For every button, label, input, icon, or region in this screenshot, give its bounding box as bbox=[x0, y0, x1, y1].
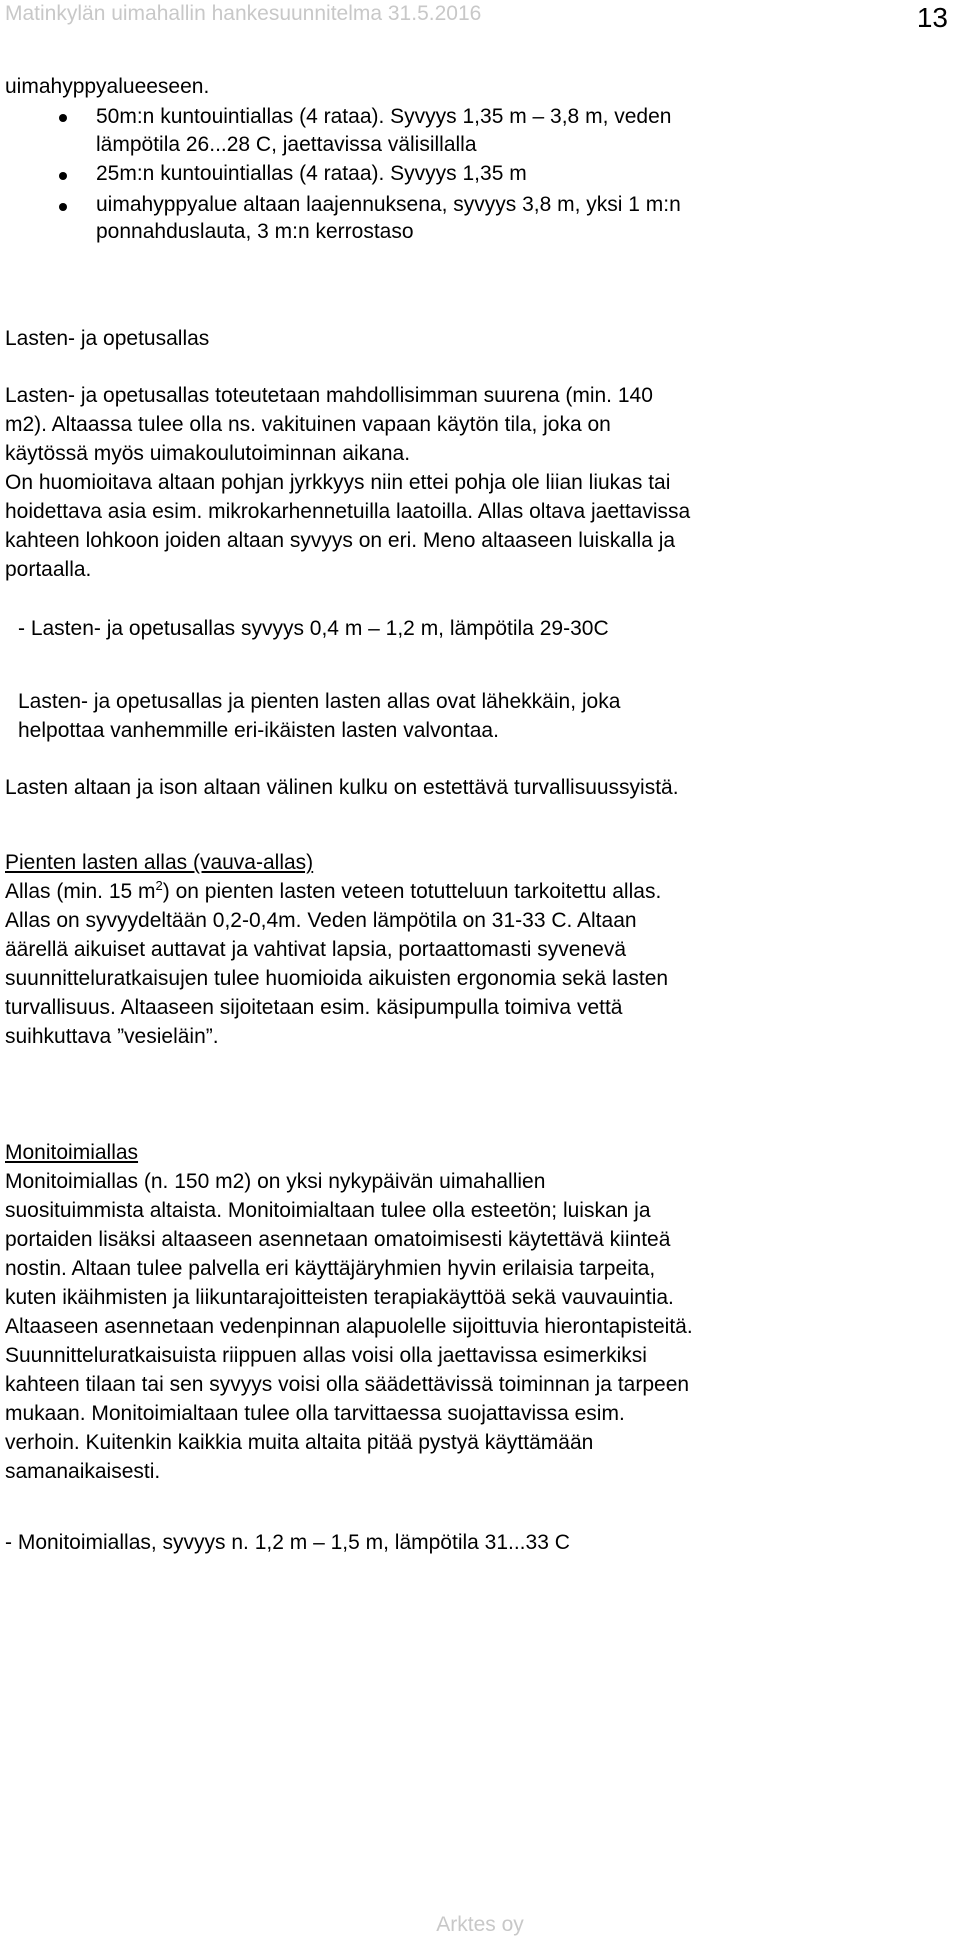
paragraph-line: hoidettava asia esim. mikrokarhennetuilla laatoilla. Allas oltava jaettavissa bbox=[5, 500, 691, 523]
paragraph-line: m2). Altaassa tulee olla ns. vakituinen vapaan käytön tila, joka on bbox=[5, 413, 611, 436]
paragraph-line: Allas on syvyydeltään 0,2-0,4m. Veden lämpötila on 31-33 C. Altaan bbox=[5, 909, 637, 932]
paragraph-line: käytössä myös uimakoulutoiminnan aikana. bbox=[5, 442, 411, 465]
paragraph-line: kuten ikäihmisten ja liikuntarajoitteisten terapiakäyttöä sekä vauvauintia. bbox=[5, 1286, 674, 1309]
paragraph-line: Lasten altaan ja ison altaan välinen kulku on estettävä turvallisuussyistä. bbox=[5, 776, 679, 799]
paragraph-line: portaiden lisäksi altaaseen asennetaan omatoimisesti käytettävä kiinteä bbox=[5, 1228, 671, 1251]
bullet-dot bbox=[59, 203, 67, 211]
page-number: 13 bbox=[916, 2, 948, 33]
bullet-text: 25m:n kuntouintiallas (4 rataa). Syvyys 1,35 m bbox=[96, 162, 527, 185]
text-run: ) on pienten lasten veteen totutteluun tarkoitettu allas. bbox=[162, 880, 662, 903]
paragraph-line: nostin. Altaan tulee palvella eri käyttäjäryhmien hyvin erilaisia tarpeita, bbox=[5, 1257, 656, 1280]
footer-text: Arktes oy bbox=[436, 1913, 524, 1936]
section-heading: Lasten- ja opetusallas bbox=[5, 327, 210, 350]
bullet-text: 50m:n kuntouintiallas (4 rataa). Syvyys 1,35 m – 3,8 m, veden bbox=[96, 105, 672, 128]
paragraph-line bbox=[5, 878, 661, 906]
paragraph-line: kahteen tilaan tai sen syvyys voisi olla säädettävissä toiminnan ja tarpeen bbox=[5, 1373, 690, 1396]
bullet-text: lämpötila 26...28 C, jaettavissa välisillalla bbox=[96, 133, 477, 156]
section-heading: Pienten lasten allas (vauva-allas) bbox=[5, 851, 314, 874]
paragraph-line: mukaan. Monitoimialtaan tulee olla tarvittaessa suojattavissa esim. bbox=[5, 1402, 625, 1425]
bullet-text: ponnahduslauta, 3 m:n kerrostaso bbox=[96, 220, 414, 243]
paragraph-line: Suunnitteluratkaisuista riippuen allas voisi olla jaettavissa esimerkiksi bbox=[5, 1344, 647, 1367]
paragraph-line: suunnitteluratkaisujen tulee huomioida aikuisten ergonomia sekä lasten bbox=[5, 967, 669, 990]
text-run: Allas (min. 15 m bbox=[5, 880, 156, 903]
bullet-dot bbox=[59, 172, 67, 180]
paragraph-line: Altaaseen asennetaan vedenpinnan alapuolelle sijoittuvia hierontapisteitä. bbox=[5, 1315, 693, 1338]
paragraph-line: suosituimmista altaista. Monitoimialtaan tulee olla esteetön; luiskan ja bbox=[5, 1199, 651, 1222]
paragraph-line: äärellä aikuiset auttavat ja vahtivat lapsia, portaattomasti syvenevä bbox=[5, 938, 627, 961]
paragraph-line: verhoin. Kuitenkin kaikkia muita altaita pitää pystyä käyttämään bbox=[5, 1431, 594, 1454]
intro-line: uimahyppyalueeseen. bbox=[5, 75, 210, 98]
paragraph-line: Lasten- ja opetusallas ja pienten lasten allas ovat lähekkäin, joka bbox=[18, 690, 621, 713]
paragraph-line: Lasten- ja opetusallas toteutetaan mahdollisimman suurena (min. 140 bbox=[5, 384, 653, 407]
spec-line: - Lasten- ja opetusallas syvyys 0,4 m – 1,2 m, lämpötila 29-30C bbox=[18, 617, 609, 640]
paragraph-line: On huomioitava altaan pohjan jyrkkyys niin ettei pohja ole liian liukas tai bbox=[5, 471, 671, 494]
section-heading: Monitoimiallas bbox=[5, 1141, 139, 1164]
paragraph-line: helpottaa vanhemmille eri-ikäisten lasten valvontaa. bbox=[18, 719, 499, 742]
paragraph-line: samanaikaisesti. bbox=[5, 1460, 161, 1483]
header-title: Matinkylän uimahallin hankesuunnitelma 31.5.2016 bbox=[5, 2, 482, 25]
spec-line: - Monitoimiallas, syvyys n. 1,2 m – 1,5 m, lämpötila 31...33 C bbox=[5, 1531, 570, 1554]
paragraph-line: suihkuttava ”vesieläin”. bbox=[5, 1025, 219, 1048]
paragraph-line: turvallisuus. Altaaseen sijoitetaan esim. käsipumpulla toimiva vettä bbox=[5, 996, 623, 1019]
superscript: 2 bbox=[155, 878, 163, 893]
bullet-text: uimahyppyalue altaan laajennuksena, syvyys 3,8 m, yksi 1 m:n bbox=[96, 193, 681, 216]
paragraph-line: portaalla. bbox=[5, 558, 92, 581]
paragraph-line: Monitoimiallas (n. 150 m2) on yksi nykypäivän uimahallien bbox=[5, 1170, 546, 1193]
paragraph-line: kahteen lohkoon joiden altaan syvyys on eri. Meno altaaseen luiskalla ja bbox=[5, 529, 676, 552]
bullet-dot bbox=[59, 114, 67, 122]
